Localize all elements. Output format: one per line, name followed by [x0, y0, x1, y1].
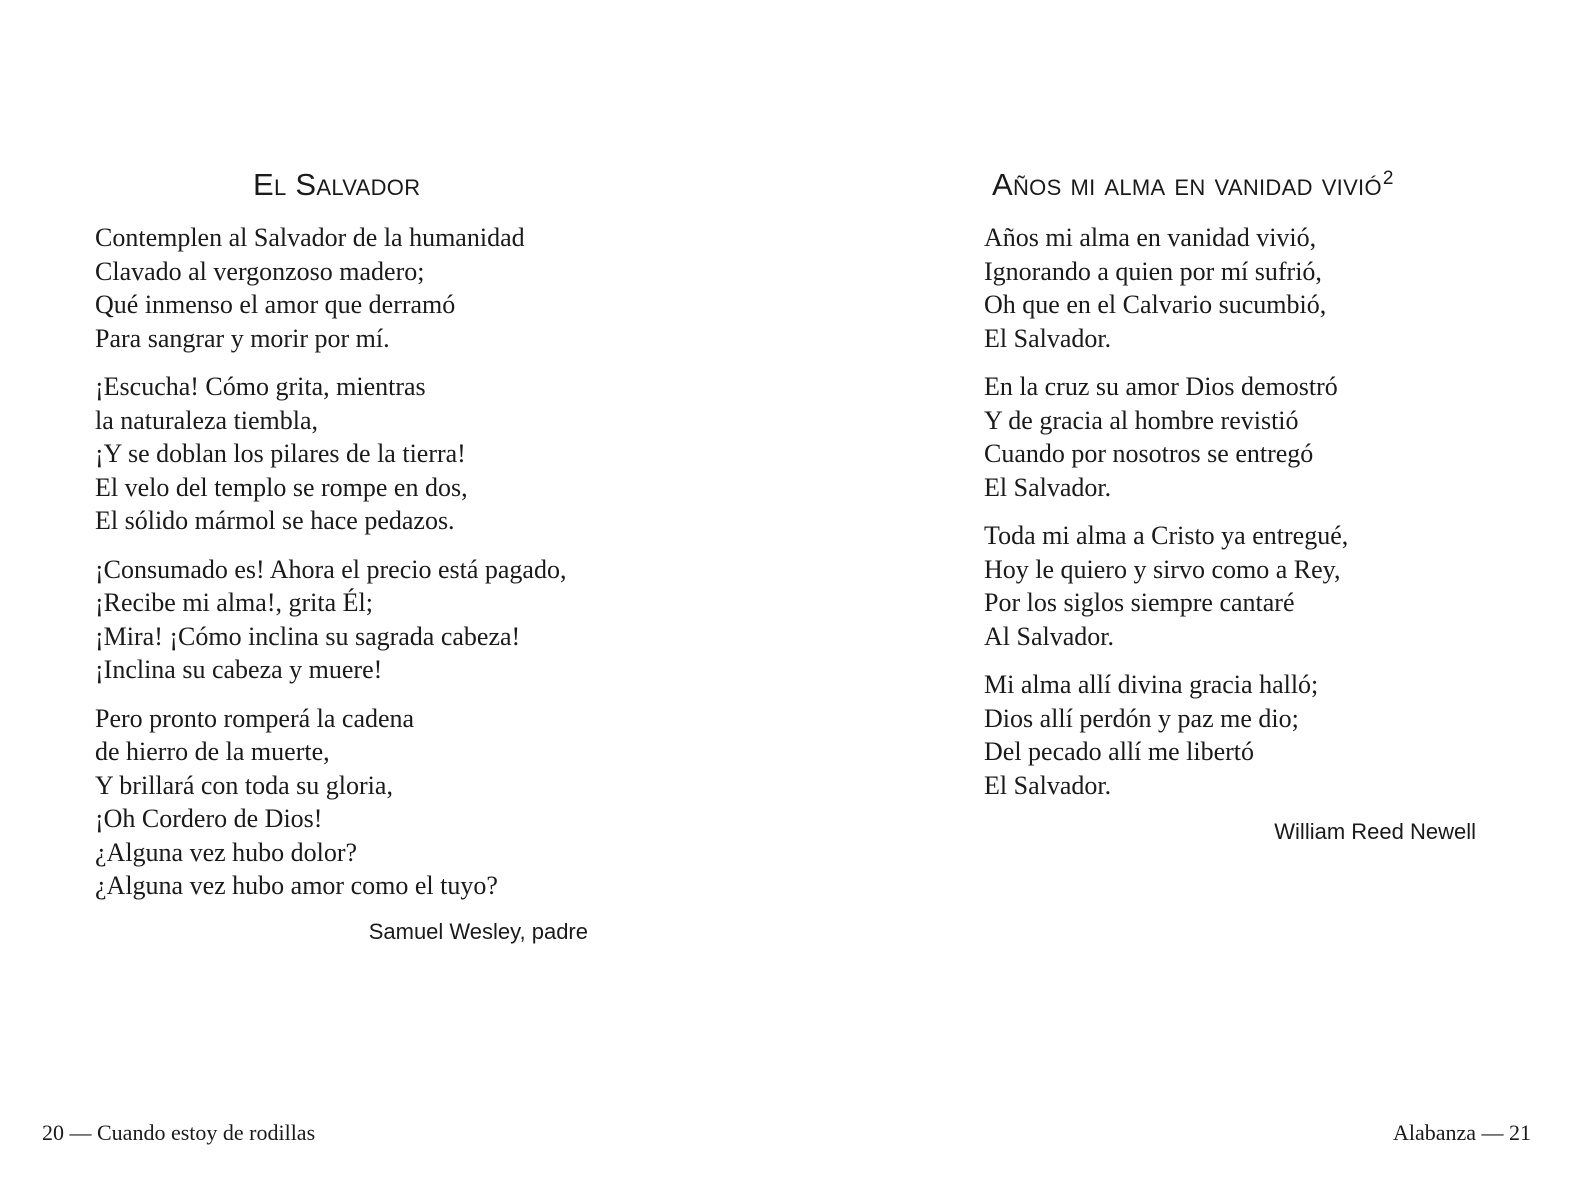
poem-line: Oh que en el Calvario sucumbió,	[984, 290, 1327, 319]
poem-author: William Reed Newell	[1274, 819, 1476, 844]
poem-line: ¡Y se doblan los pilares de la tierra!	[95, 439, 466, 468]
stanza	[95, 702, 566, 903]
poem-line: Mi alma allí divina gracia halló;	[984, 670, 1319, 699]
stanza	[984, 370, 1348, 504]
poem-line: Qué inmenso el amor que derramó	[95, 290, 456, 319]
poem-line: Dios allí perdón y paz me dio;	[984, 703, 1299, 733]
poem-line: Del pecado allí me libertó	[984, 737, 1255, 766]
poem-line: ¿Alguna vez hubo amor como el tuyo?	[95, 871, 498, 900]
poem-line: la naturaleza tiembla,	[95, 405, 319, 435]
poem-line: Al Salvador.	[984, 621, 1114, 651]
stanza	[95, 221, 566, 355]
stanza	[984, 221, 1348, 355]
poem-line: ¡Recibe mi alma!, grita Él;	[95, 588, 373, 617]
page-footer: 20 — Cuando estoy de rodillas	[42, 1120, 316, 1145]
poem-line: Hoy le quiero y sirvo como a Rey,	[984, 554, 1341, 584]
left-page	[0, 0, 790, 1200]
poem-line: Contemplen al Salvador de la humanidad	[95, 223, 525, 252]
stanza	[984, 519, 1348, 653]
poem-line: Clavado al vergonzoso madero;	[95, 256, 425, 286]
poem-line: de hierro de la muerte,	[95, 737, 330, 766]
poem-body	[984, 221, 1348, 817]
right-page	[790, 0, 1581, 1200]
poem-line: El Salvador.	[984, 770, 1112, 800]
poem-title-text: Años mi alma en vanidad vivió	[992, 167, 1382, 202]
footnote-marker: 2	[1382, 167, 1394, 189]
poem-line: ¡Oh Cordero de Dios!	[95, 804, 323, 833]
poem-line: ¿Alguna vez hubo dolor?	[95, 837, 358, 867]
stanza	[95, 370, 566, 538]
poem-line: ¡Escucha! Cómo grita, mientras	[95, 372, 426, 401]
poem-line: El velo del templo se rompe en dos,	[95, 472, 468, 502]
poem-line: ¡Mira! ¡Cómo inclina su sagrada cabeza!	[95, 621, 521, 651]
poem-line: Ignorando a quien por mí sufrió,	[984, 256, 1322, 286]
poem-line: Y brillará con toda su gloria,	[95, 770, 393, 800]
poem-line: ¡Consumado es! Ahora el precio está pagado,	[95, 554, 567, 584]
poem-title: El Salvador	[253, 167, 421, 202]
poem-line: Pero pronto romperá la cadena	[95, 703, 415, 733]
poem-line: En la cruz su amor Dios demostró	[984, 372, 1338, 401]
poem-author: Samuel Wesley, padre	[368, 919, 588, 944]
poem-line: El sólido mármol se hace pedazos.	[95, 506, 455, 535]
poem-line: El Salvador.	[984, 323, 1112, 353]
poem-body	[95, 221, 566, 918]
poem-line: Toda mi alma a Cristo ya entregué,	[984, 521, 1349, 550]
poem-line: Cuando por nosotros se entregó	[984, 439, 1314, 468]
poem-line: El Salvador.	[984, 472, 1112, 502]
poem-line: Y de gracia al hombre revistió	[984, 405, 1299, 435]
page-footer: Alabanza — 21	[1392, 1120, 1531, 1145]
poem-line: Años mi alma en vanidad vivió,	[984, 223, 1317, 252]
poem-line: Para sangrar y morir por mí.	[95, 323, 390, 353]
stanza	[95, 553, 566, 687]
poem-title	[992, 167, 1394, 203]
poem-line: Por los siglos siempre cantaré	[984, 588, 1295, 617]
stanza	[984, 668, 1348, 802]
poem-line: ¡Inclina su cabeza y muere!	[95, 655, 383, 684]
